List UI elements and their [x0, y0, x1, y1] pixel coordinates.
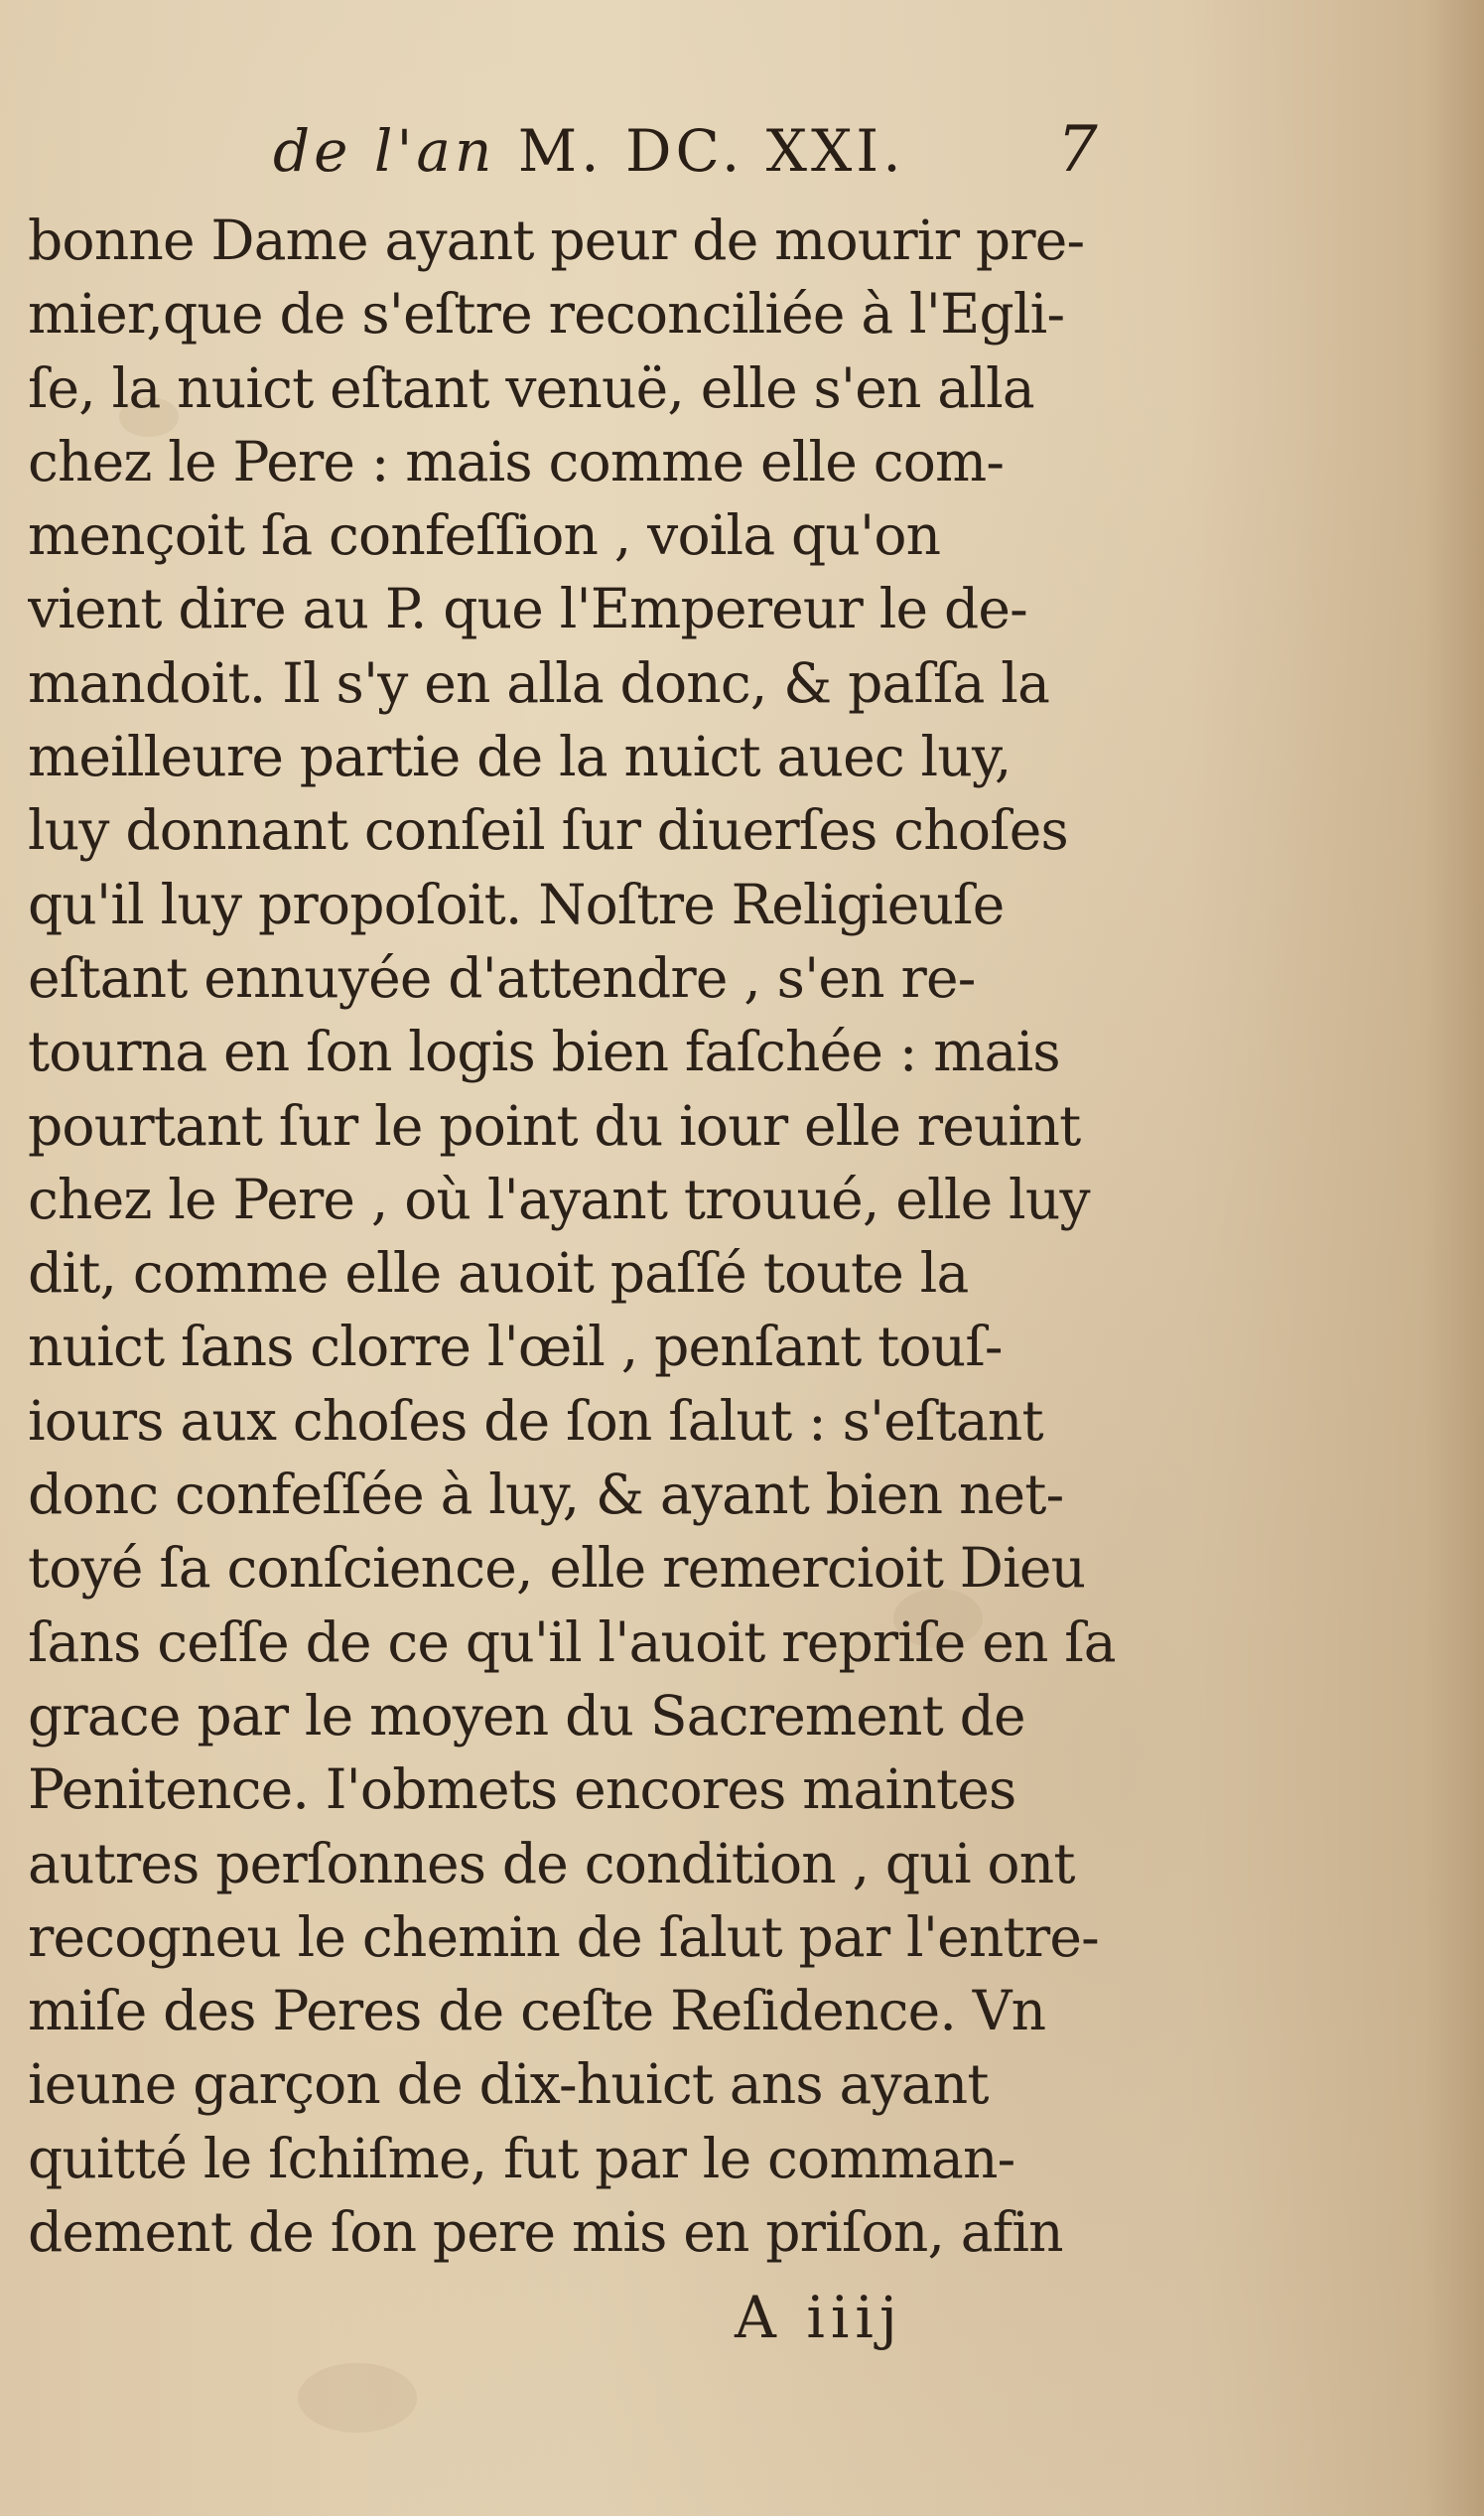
text-line: donc confeſſée à luy, & ayant bien net-	[28, 1463, 1064, 1527]
text-line: qu'il luy propoſoit. Noſtre Religieuſe	[28, 872, 1005, 936]
text-line: dement de ſon pere mis en priſon, afin	[28, 2200, 1063, 2265]
text-line: iours aux choſes de ſon ſalut : s'eſtant	[28, 1388, 1043, 1453]
signature-mark: A iiij	[735, 2284, 903, 2351]
text-line: luy donnant conſeil ſur diuerſes choſes	[28, 798, 1068, 863]
body-text	[28, 204, 1120, 2269]
text-line: bonne Dame ayant peur de mourir pre-	[28, 209, 1085, 272]
text-line: Penitence. I'obmets encores maintes	[28, 1757, 1016, 1822]
paper-stain	[298, 2363, 417, 2433]
text-line: dit, comme elle auoit paſſé toute la	[28, 1241, 969, 1306]
text-line: toyé ſa conſcience, elle remercioit Dieu	[28, 1536, 1086, 1601]
text-line: ſe, la nuict eſtant venuë, elle s'en alla	[28, 355, 1034, 420]
text-line: chez le Pere : mais comme elle com-	[28, 429, 1005, 493]
text-line: mençoit ſa confeſſion , voila qu'on	[28, 503, 941, 568]
text-line: vient dire au P. que l'Empereur le de-	[28, 577, 1027, 641]
text-line: ieune garçon de dix-huict ans ayant	[28, 2052, 989, 2117]
running-head-italic: de l'an	[273, 117, 496, 185]
page-number: 7	[1057, 113, 1098, 187]
text-line: ſans ceſſe de ce qu'il l'auoit repriſe en ſa	[28, 1609, 1116, 1674]
text-line: autres perſonnes de condition , qui ont	[28, 1831, 1075, 1895]
text-line: mier,que de s'eſtre reconciliée à l'Egli-	[28, 282, 1065, 347]
running-head	[273, 117, 905, 185]
text-line: quitté le ſchiſme, fut par le comman-	[28, 2126, 1015, 2190]
running-head-year: M. DC. XXI.	[495, 117, 905, 185]
text-line: nuict ſans clorre l'œil , penſant touſ-	[28, 1315, 1003, 1379]
text-line: recogneu le chemin de ſalut par l'entre-	[28, 1904, 1099, 1969]
text-line: meilleure partie de la nuict auec luy,	[28, 725, 1012, 789]
text-line: miſe des Peres de ceſte Reſidence. Vn	[28, 1979, 1046, 2043]
text-line: pourtant ſur le point du iour elle reuint	[28, 1093, 1081, 1158]
text-line: mandoit. Il s'y en alla donc, & paſſa la	[28, 650, 1050, 715]
text-line: grace par le moyen du Sacrement de	[28, 1683, 1025, 1747]
page-header	[0, 113, 1484, 197]
text-line: tourna en ſon logis bien faſchée : mais	[28, 1020, 1060, 1084]
text-line: eſtant ennuyée d'attendre , s'en re-	[28, 945, 976, 1010]
text-line: chez le Pere , où l'ayant trouué, elle luy	[28, 1167, 1090, 1231]
